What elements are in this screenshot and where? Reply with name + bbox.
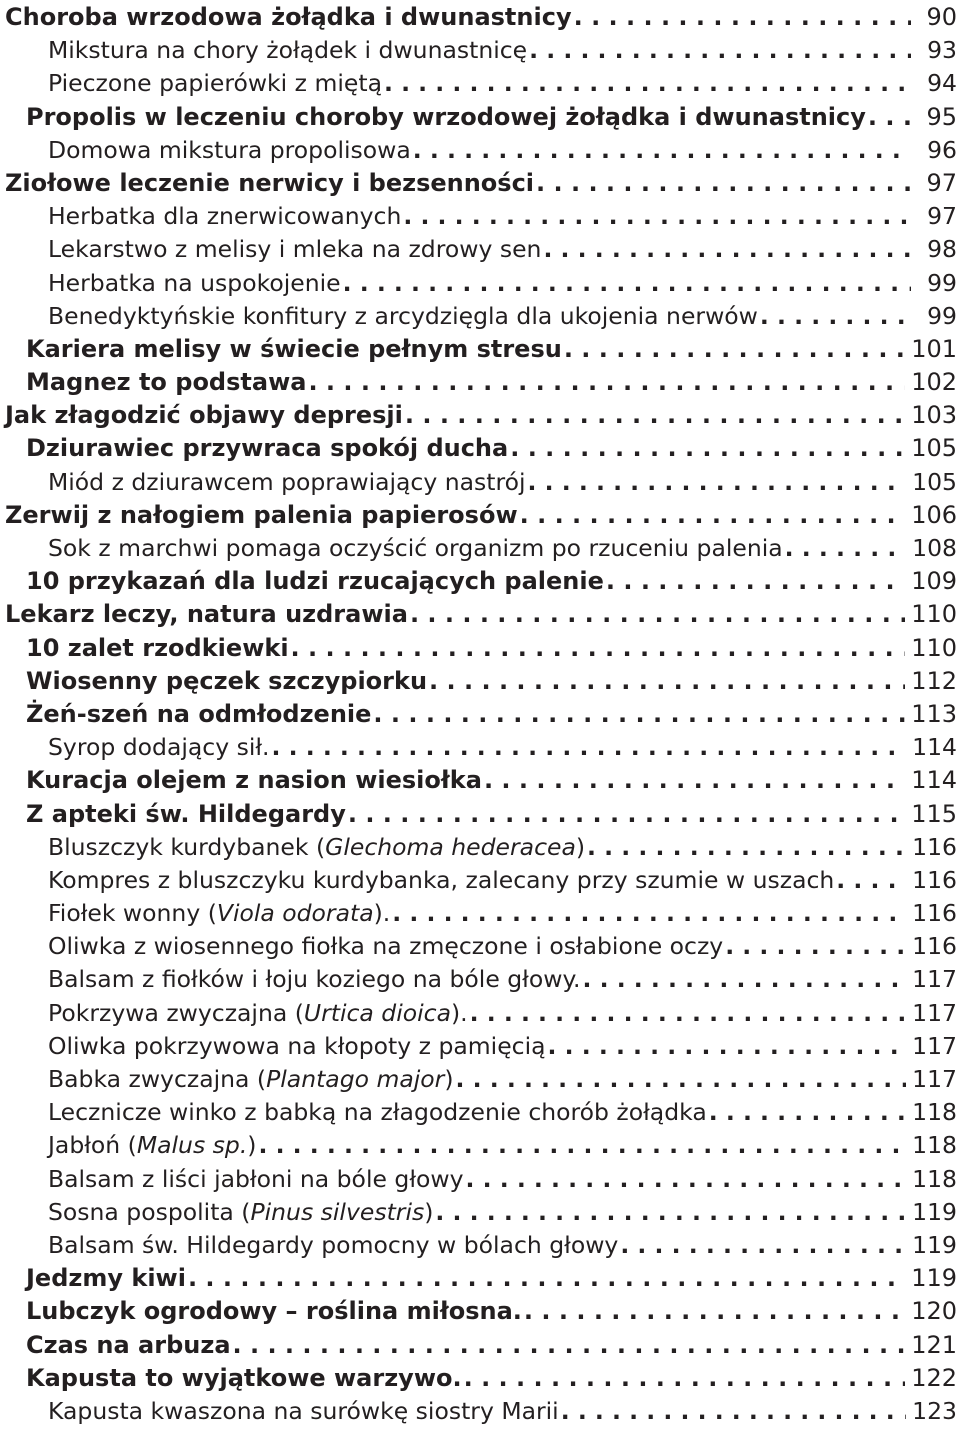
toc-entry-page-number: 95 — [926, 102, 957, 131]
toc-entry-page-number: 116 — [912, 932, 957, 961]
toc-entry-latin-name: Glechoma hederacea — [325, 832, 576, 861]
dot-leader — [561, 1395, 906, 1428]
toc-entry[interactable] — [0, 930, 960, 963]
dot-leader — [868, 101, 911, 134]
toc-entry[interactable] — [0, 1362, 960, 1395]
toc-entry-page-number: 99 — [927, 268, 957, 297]
toc-entry[interactable] — [0, 499, 960, 532]
toc-entry[interactable] — [0, 598, 960, 631]
toc-entry-title: Herbatka dla znerwicowanych — [48, 202, 402, 231]
toc-entry-page-number: 114 — [911, 766, 957, 795]
toc-entry[interactable] — [0, 134, 960, 167]
toc-entry-title: Lekarstwo z melisy i mleka na zdrowy sen — [48, 235, 542, 264]
toc-entry-page-number: 119 — [911, 1264, 957, 1293]
toc-entry[interactable] — [0, 731, 960, 764]
toc-entry-title: Mikstura na chory żołądek i dwunastnicę — [48, 36, 528, 65]
toc-entry-page-number: 109 — [911, 567, 957, 596]
dot-leader — [435, 1196, 906, 1229]
toc-entry-title: Herbatka na uspokojenie — [48, 268, 341, 297]
toc-entry-page-number: 105 — [912, 467, 957, 496]
toc-entry-title: Fiołek wonny (Viola odorata). — [48, 899, 391, 928]
toc-entry-title: Sok z marchwi pomaga oczyścić organizm po rzuceniu palenia — [48, 534, 783, 562]
toc-entry-page-number: 101 — [911, 334, 957, 363]
dot-leader — [520, 499, 906, 532]
toc-entry-page-number: 122 — [911, 1363, 957, 1392]
dot-leader — [429, 665, 905, 698]
toc-entry-latin-name: Malus sp. — [136, 1131, 248, 1160]
dot-leader — [709, 1096, 906, 1129]
toc-entry[interactable] — [0, 1129, 960, 1162]
toc-entry[interactable] — [0, 233, 960, 266]
dot-leader — [403, 200, 911, 233]
toc-entry[interactable] — [0, 1395, 960, 1428]
toc-entry[interactable] — [0, 897, 960, 930]
toc-entry-title: Magnez to podstawa — [26, 368, 307, 397]
toc-entry-title: Kariera melisy w świecie pełnym stresu — [26, 334, 562, 363]
toc-entry-page-number: 116 — [912, 832, 957, 861]
toc-entry[interactable] — [0, 466, 960, 499]
toc-entry-title: Ziołowe leczenie nerwicy i bezsenności — [5, 168, 535, 197]
toc-entry-title: Lubczyk ogrodowy – roślina miłosna. — [26, 1297, 522, 1326]
toc-entry-page-number: 113 — [911, 699, 957, 728]
toc-entry-title: Kompres z bluszczyku kurdybanka, zalecany przy szumie w uszach — [48, 865, 835, 894]
toc-entry-title: Babka zwyczajna (Plantago major) — [48, 1065, 454, 1093]
toc-entry-title: Balsam św. Hildegardy pomocny w bólach głowy — [48, 1230, 619, 1259]
toc-entry-page-number: 115 — [911, 799, 957, 828]
dot-leader — [233, 1329, 906, 1362]
dot-leader — [291, 632, 906, 665]
toc-entry[interactable] — [0, 864, 960, 897]
dot-leader — [528, 466, 907, 499]
toc-entry[interactable] — [0, 1295, 960, 1328]
dot-leader — [308, 366, 905, 399]
dot-leader — [373, 698, 905, 731]
dot-leader — [484, 764, 905, 797]
toc-entry-title: Miód z dziurawcem poprawiający nastrój — [48, 467, 526, 496]
toc-entry-page-number: 119 — [912, 1230, 957, 1259]
toc-entry-title: Jabłoń (Malus sp.) — [48, 1131, 257, 1160]
toc-entry-page-number: 119 — [912, 1197, 957, 1226]
dot-leader — [348, 798, 905, 831]
toc-entry-page-number: 118 — [912, 1164, 957, 1193]
toc-entry-title: Pieczone papierówki z miętą — [48, 69, 382, 98]
toc-entry[interactable] — [0, 1, 960, 34]
toc-entry-title: Dziurawiec przywraca spokój ducha — [26, 434, 509, 463]
toc-entry-page-number: 121 — [911, 1330, 957, 1359]
toc-entry-page-number: 114 — [912, 733, 957, 762]
toc-entry-page-number: 108 — [912, 534, 957, 562]
toc-entry-title: Propolis w leczeniu choroby wrzodowej żołądka i dwunastnicy — [26, 102, 866, 131]
toc-entry[interactable] — [0, 1030, 960, 1063]
toc-entry[interactable] — [0, 432, 960, 465]
toc-entry[interactable] — [0, 1063, 960, 1096]
toc-entry-latin-name: Pinus silvestris — [250, 1197, 425, 1226]
toc-entry-title: Syrop dodający sił. — [48, 733, 270, 762]
toc-entry-title: Z apteki św. Hildegardy — [26, 799, 346, 828]
toc-entry-title: Sosna pospolita (Pinus silvestris) — [48, 1197, 434, 1226]
toc-entry-page-number: 116 — [912, 865, 957, 894]
toc-entry-page-number: 117 — [912, 965, 957, 994]
dot-leader — [464, 1362, 906, 1395]
dot-leader — [524, 1295, 905, 1328]
toc-entry-title: Zerwij z nałogiem palenia papierosów — [5, 500, 518, 529]
toc-entry[interactable] — [0, 67, 960, 100]
toc-entry-title: Jak złagodzić objawy depresji — [5, 401, 403, 430]
toc-entry[interactable] — [0, 34, 960, 67]
toc-entry-title: Oliwka pokrzywowa na kłopoty z pamięcią — [48, 1031, 546, 1060]
toc-entry-title: Czas na arbuza — [26, 1330, 231, 1359]
toc-entry[interactable] — [0, 698, 960, 731]
toc-entry[interactable] — [0, 200, 960, 233]
toc-entry-title: Balsam z fiołków i łoju koziego na bóle głowy. — [48, 965, 581, 994]
toc-entry-page-number: 117 — [912, 1031, 957, 1060]
dot-leader — [536, 167, 911, 200]
toc-entry-title: Domowa mikstura propolisowa — [48, 135, 411, 164]
dot-leader — [836, 864, 906, 897]
toc-entry-latin-name: Urtica dioica — [303, 998, 451, 1027]
toc-entry-page-number: 112 — [911, 666, 957, 695]
toc-entry-page-number: 117 — [912, 1065, 957, 1093]
toc-entry[interactable] — [0, 167, 960, 200]
dot-leader — [548, 1030, 907, 1063]
toc-entry[interactable] — [0, 831, 960, 864]
toc-entry-page-number: 93 — [927, 36, 957, 65]
toc-entry-page-number: 99 — [927, 301, 957, 330]
dot-leader — [470, 997, 907, 1030]
toc-entry[interactable] — [0, 399, 960, 432]
toc-entry-page-number: 103 — [911, 401, 957, 430]
toc-entry-title: Żeń-szeń na odmłodzenie — [26, 699, 372, 728]
toc-entry-latin-name: Viola odorata — [216, 899, 374, 928]
dot-leader — [410, 598, 905, 631]
dot-leader — [785, 532, 906, 565]
toc-entry-page-number: 102 — [911, 368, 957, 397]
dot-leader — [456, 1063, 907, 1096]
toc-entry-title: 10 przykazań dla ludzi rzucających palenie — [26, 567, 604, 596]
toc-entry-title: Choroba wrzodowa żołądka i dwunastnicy — [5, 3, 572, 31]
dot-leader — [543, 233, 911, 266]
toc-entry-title: Kapusta to wyjątkowe warzywo. — [26, 1363, 462, 1392]
toc-entry-page-number: 120 — [911, 1297, 957, 1326]
dot-leader — [606, 565, 905, 598]
toc-entry-title: Kapusta kwaszona na surówkę siostry Marii — [48, 1396, 559, 1425]
dot-leader — [564, 333, 905, 366]
dot-leader — [510, 432, 905, 465]
dot-leader — [384, 67, 911, 100]
toc-entry[interactable] — [0, 764, 960, 797]
toc-entry-page-number: 110 — [911, 600, 957, 629]
dot-leader — [587, 831, 906, 864]
toc-entry[interactable] — [0, 1196, 960, 1229]
dot-leader — [725, 930, 906, 963]
toc-entry-title: Wiosenny pęczek szczypiorku — [26, 666, 428, 695]
dot-leader — [760, 300, 911, 333]
dot-leader — [466, 1163, 907, 1196]
toc-entry[interactable] — [0, 565, 960, 598]
toc-entry-title: Lecznicze winko z babką na złagodzenie chorób żołądka — [48, 1098, 707, 1127]
toc-entry[interactable] — [0, 798, 960, 831]
toc-entry-page-number: 117 — [912, 998, 957, 1027]
toc-entry[interactable] — [0, 1262, 960, 1295]
toc-entry[interactable] — [0, 632, 960, 665]
toc-entry-page-number: 94 — [927, 69, 957, 98]
dot-leader — [413, 134, 911, 167]
toc-entry-title: Pokrzywa zwyczajna (Urtica dioica). — [48, 998, 468, 1027]
toc-entry[interactable] — [0, 1163, 960, 1196]
toc-entry[interactable] — [0, 963, 960, 996]
dot-leader — [582, 963, 906, 996]
toc-entry-title: Benedyktyńskie konfitury z arcydzięgla dla ukojenia nerwów — [48, 301, 758, 330]
toc-entry[interactable] — [0, 366, 960, 399]
dot-leader — [529, 34, 911, 67]
dot-leader — [574, 1, 911, 34]
toc-entry[interactable] — [0, 300, 960, 333]
toc-entry[interactable] — [0, 997, 960, 1030]
toc-entry[interactable] — [0, 333, 960, 366]
toc-entry-title: Lekarz leczy, natura uzdrawia — [5, 600, 408, 629]
dot-leader — [188, 1262, 905, 1295]
toc-entry-title: Jedzmy kiwi — [26, 1264, 186, 1293]
toc-entry-page-number: 97 — [927, 202, 957, 231]
toc-entry-latin-name: Plantago major — [266, 1065, 445, 1093]
toc-entry-page-number: 90 — [926, 3, 957, 31]
toc-entry-page-number: 123 — [912, 1396, 957, 1425]
dot-leader — [258, 1129, 906, 1162]
toc-entry-title: Oliwka z wiosennego fiołka na zmęczone i osłabione oczy — [48, 932, 724, 961]
toc-entry-title: 10 zalet rzodkiewki — [26, 633, 289, 662]
toc-entry-title: Balsam z liści jabłoni na bóle głowy — [48, 1164, 464, 1193]
toc-entry-title: Bluszczyk kurdybanek (Glechoma hederacea) — [48, 832, 586, 861]
toc-entry-page-number: 118 — [912, 1131, 957, 1160]
toc-entry[interactable] — [0, 665, 960, 698]
toc-entry-page-number: 97 — [926, 168, 957, 197]
toc-entry-page-number: 110 — [911, 633, 957, 662]
toc-entry-page-number: 96 — [927, 135, 957, 164]
toc-entry-page-number: 116 — [912, 899, 957, 928]
dot-leader — [343, 267, 911, 300]
dot-leader — [405, 399, 905, 432]
toc-entry-page-number: 118 — [912, 1098, 957, 1127]
toc-entry[interactable] — [0, 1229, 960, 1262]
toc-entry-page-number: 106 — [911, 500, 957, 529]
toc-entry-title: Kuracja olejem z nasion wiesiołka — [26, 766, 482, 795]
dot-leader — [272, 731, 907, 764]
toc-entry[interactable] — [0, 1096, 960, 1129]
dot-leader — [620, 1229, 906, 1262]
toc-entry-page-number: 98 — [927, 235, 957, 264]
toc-entry[interactable] — [0, 267, 960, 300]
toc-entry[interactable] — [0, 101, 960, 134]
toc-entry[interactable] — [0, 1329, 960, 1362]
dot-leader — [392, 897, 906, 930]
toc-entry[interactable] — [0, 532, 960, 565]
toc-entry-page-number: 105 — [911, 434, 957, 463]
